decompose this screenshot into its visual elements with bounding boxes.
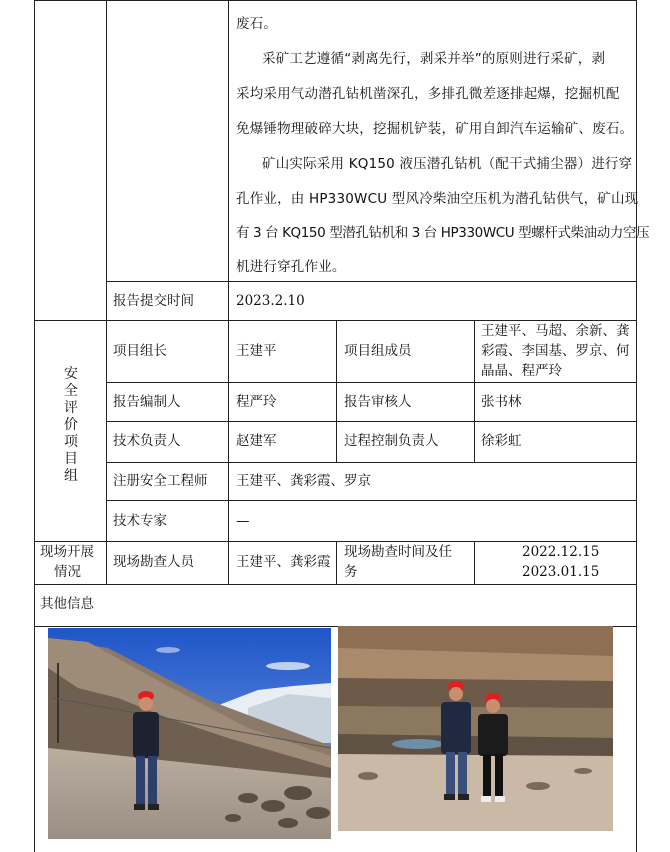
- table-border-right: [636, 0, 637, 626]
- leader-value: 王建平: [236, 343, 277, 359]
- team-section-label: [62, 366, 80, 485]
- description-line-8: 机进行穿孔作业。: [236, 259, 346, 275]
- site-photo-open-pit: [338, 626, 613, 831]
- table-border-top: [34, 0, 637, 1]
- row-divider-7: [34, 541, 637, 542]
- row-divider-2: [34, 320, 637, 321]
- column-divider-3: [336, 320, 337, 463]
- process-control-label: 过程控制负责人: [344, 433, 439, 449]
- photo-area-border-left: [34, 626, 35, 852]
- table-border-left: [34, 0, 35, 626]
- description-line-4: 免爆锤物理破碎大块，挖掘机铲装，矿用自卸汽车运输矿、废石。: [236, 121, 634, 137]
- row-divider-3: [106, 382, 637, 383]
- column-divider-2: [228, 0, 229, 584]
- row-divider-5: [106, 462, 637, 463]
- site-date-1: 2022.12.15: [522, 544, 600, 560]
- site-photo-open-pit-graphic: [338, 626, 613, 831]
- site-section-label-2: 情况: [54, 564, 81, 580]
- description-line-5: 矿山实际采用 KQ150 液压潜孔钻机（配干式捕尘器）进行穿: [262, 156, 633, 172]
- other-info-label: 其他信息: [40, 596, 94, 612]
- description-line-6: 孔作业，由 HP330WCU 型风冷柴油空压机为潜孔钻供气，矿山现: [236, 191, 639, 207]
- expert-value: —: [236, 513, 250, 529]
- expert-label: 技术专家: [113, 513, 167, 529]
- writer-value: 程严玲: [236, 394, 277, 410]
- reviewer-label: 报告审核人: [344, 394, 412, 410]
- row-divider-8: [34, 584, 637, 585]
- safety-engineer-label: 注册安全工程师: [113, 473, 208, 489]
- column-divider-4b: [474, 541, 475, 584]
- description-line-7: 有 3 台 KQ150 型潜孔钻机和 3 台 HP330WCU 型螺杆式柴油动力空压: [236, 225, 650, 241]
- submit-time-label: 报告提交时间: [113, 293, 194, 309]
- description-line-3: 采均采用气动潜孔钻机凿深孔，多排孔微差逐排起爆，挖掘机配: [236, 86, 620, 102]
- members-value-line-3: 晶晶、程严玲: [481, 363, 562, 379]
- row-divider-4: [106, 421, 637, 422]
- safety-engineer-value: 王建平、龚彩霞、罗京: [236, 473, 371, 489]
- members-value-line-2: 彩霞、李国基、罗京、何: [481, 343, 630, 359]
- row-divider-1: [106, 281, 637, 282]
- description-line-1: 废石。: [236, 16, 278, 32]
- site-section-label-1: 现场开展: [40, 544, 94, 560]
- members-label: 项目组成员: [344, 343, 412, 359]
- submit-time-value: 2023.2.10: [236, 293, 305, 309]
- leader-label: 项目组长: [113, 343, 167, 359]
- row-divider-6: [106, 500, 637, 501]
- tech-lead-label: 技术负责人: [113, 433, 181, 449]
- team-section-label-text: 安全评价项目组: [64, 366, 78, 484]
- site-time-label-1: 现场勘查时间及任: [344, 544, 452, 560]
- column-divider-3b: [336, 541, 337, 584]
- column-divider-1: [106, 0, 107, 584]
- site-photo-mountain-graphic: [48, 628, 331, 839]
- column-divider-4: [474, 320, 475, 463]
- site-photo-mountain: [48, 628, 331, 839]
- writer-label: 报告编制人: [113, 394, 181, 410]
- members-value-line-1: 王建平、马超、余新、龚: [481, 323, 630, 339]
- site-staff-label: 现场勘查人员: [113, 554, 194, 570]
- photo-area-border-right: [636, 626, 637, 852]
- process-control-value: 徐彩虹: [481, 433, 522, 449]
- reviewer-value: 张书林: [481, 394, 522, 410]
- site-time-label-2: 务: [344, 564, 358, 580]
- site-date-2: 2023.01.15: [522, 564, 600, 580]
- site-staff-value: 王建平、龚彩霞: [236, 554, 331, 570]
- description-line-2: 采矿工艺遵循“剥离先行，剥采并举”的原则进行采矿，剥: [262, 51, 606, 67]
- tech-lead-value: 赵建军: [236, 433, 277, 449]
